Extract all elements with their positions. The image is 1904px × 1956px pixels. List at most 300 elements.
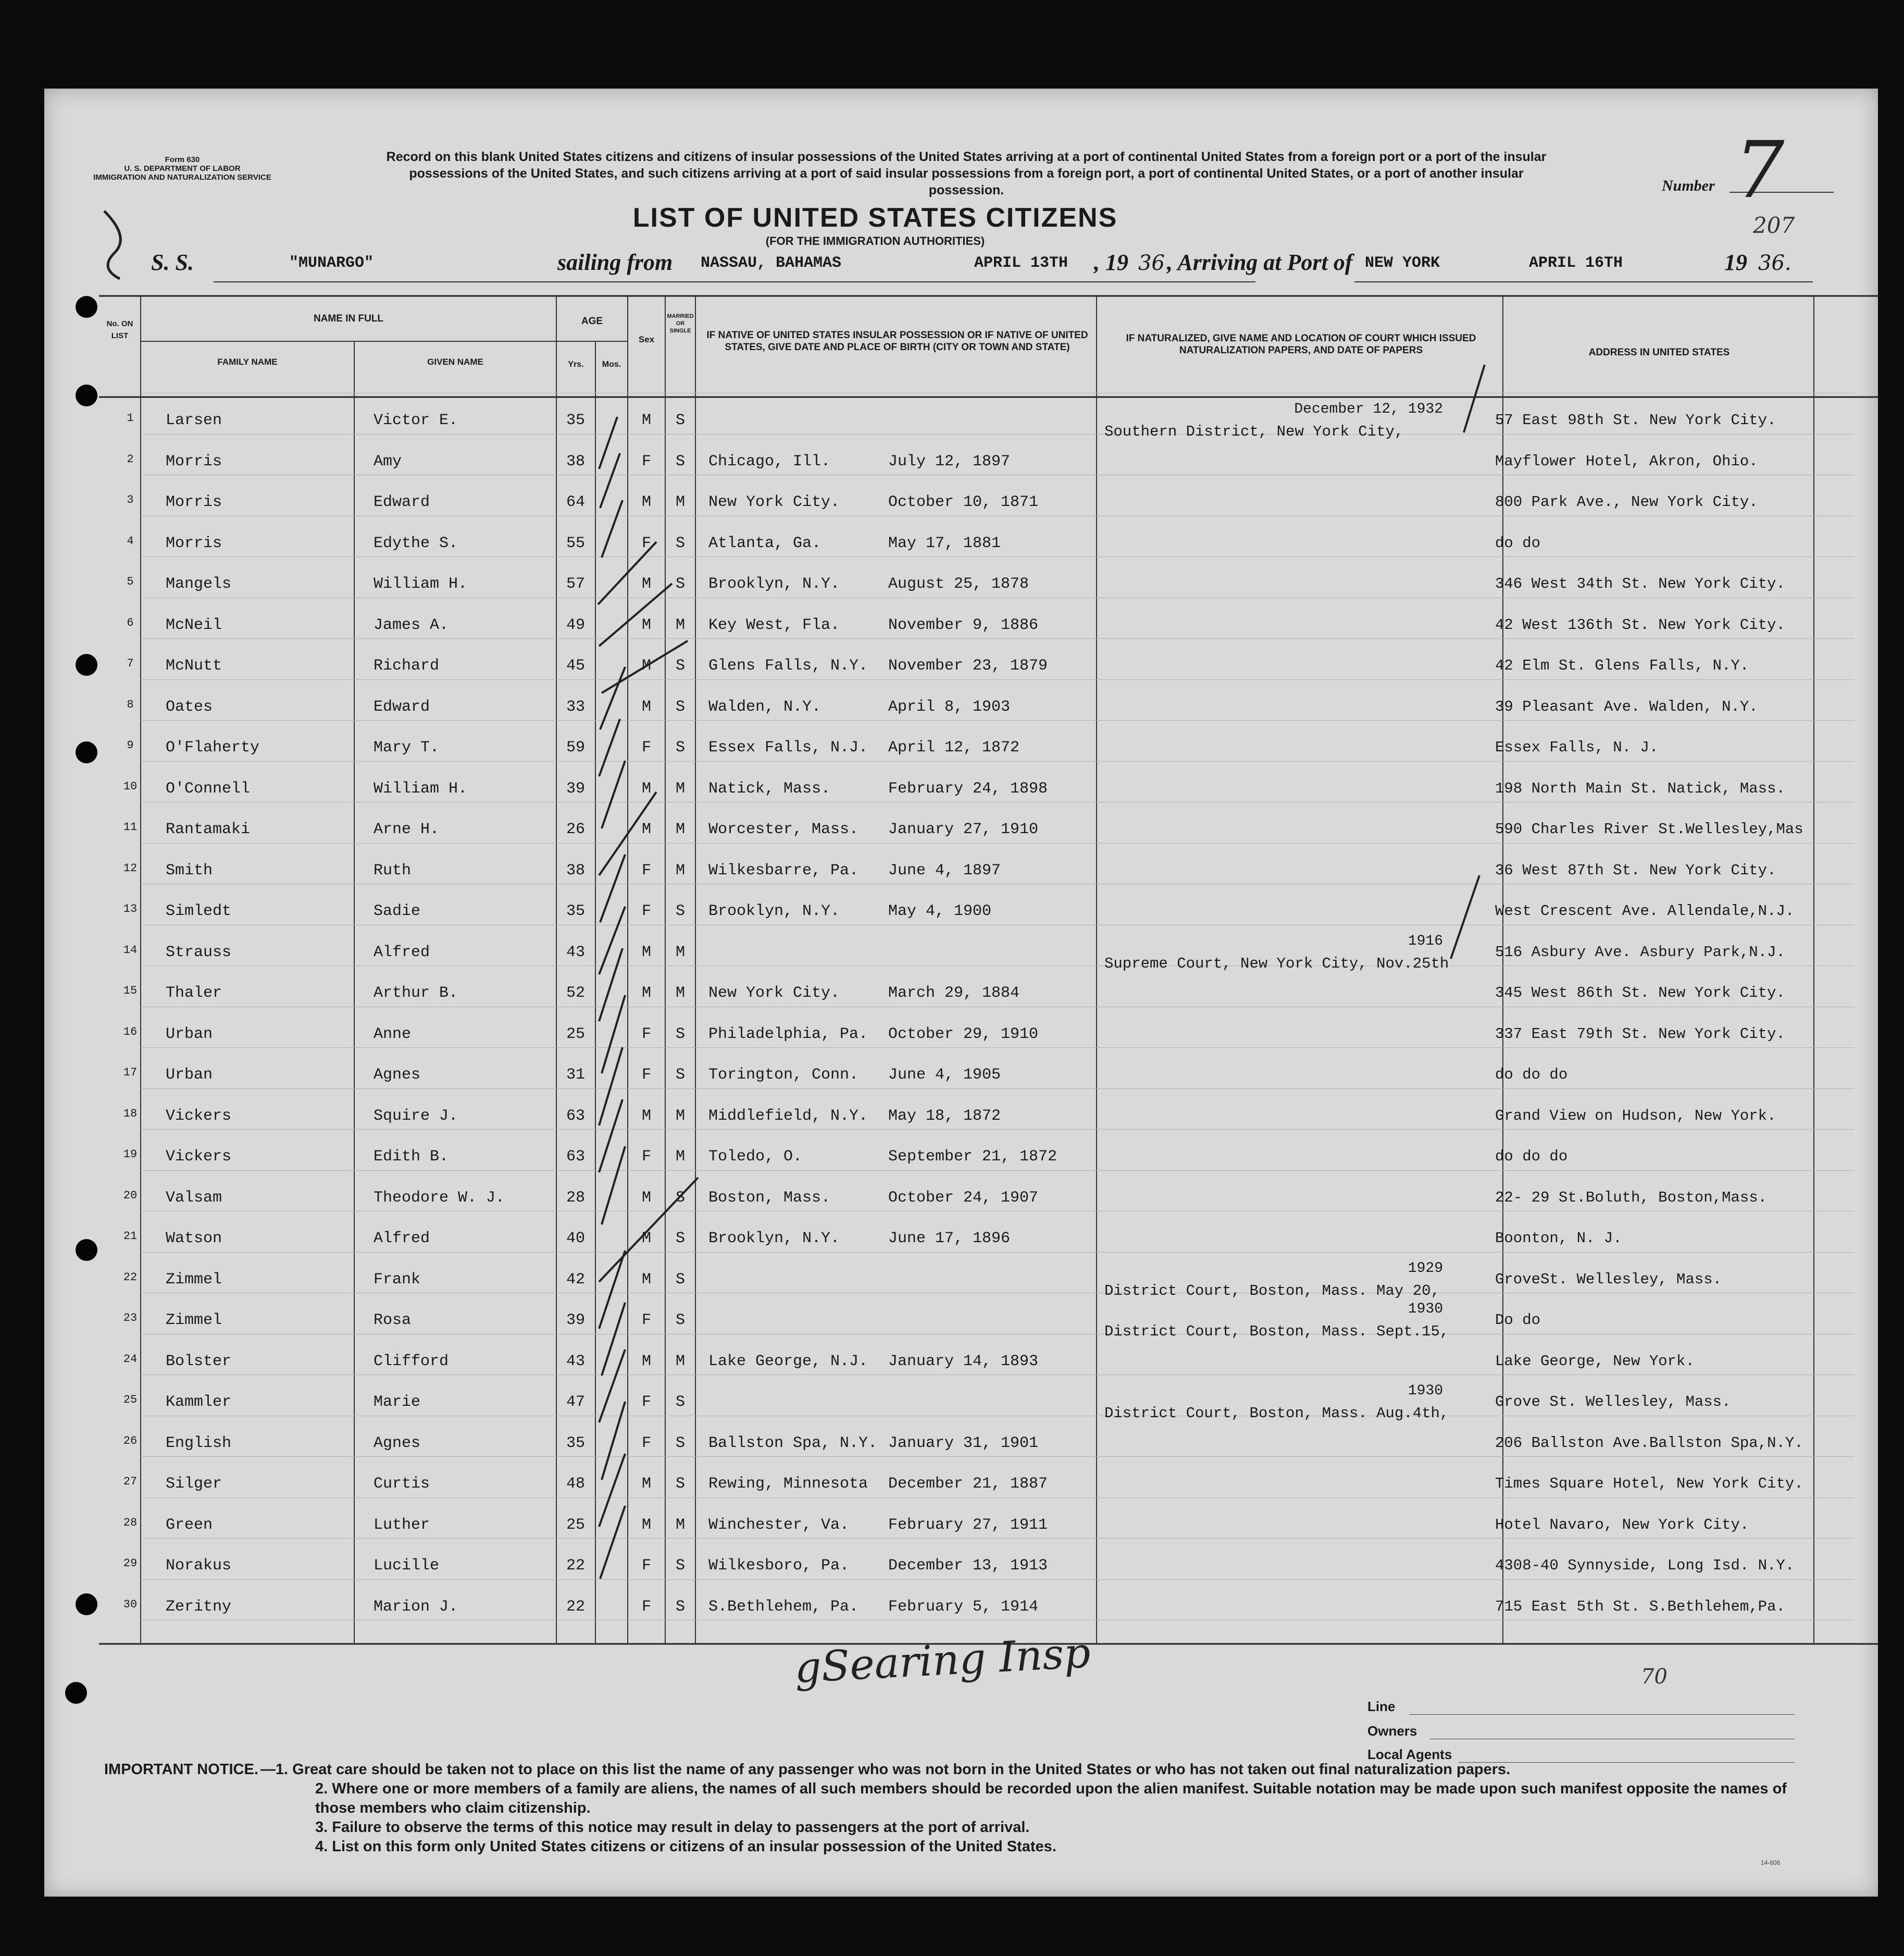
birth-date: August 25, 1878 [888, 575, 1029, 593]
service-name: IMMIGRATION AND NATURALIZATION SERVICE [93, 173, 271, 182]
row-number: 8 [127, 698, 134, 711]
given-name: Marion J. [374, 1598, 458, 1616]
sex: F [641, 1311, 651, 1329]
age-years: 64 [566, 493, 585, 511]
naturalization-year: 1930 [1408, 1301, 1443, 1317]
row-rule [141, 1456, 1855, 1457]
birth-date: February 27, 1911 [888, 1516, 1048, 1534]
departure-year-prefix: , 19 [1094, 250, 1128, 275]
age-years: 43 [566, 1352, 585, 1370]
family-name: Zimmel [166, 1270, 222, 1289]
address: 4308-40 Synnyside, Long Isd. N.Y. [1495, 1557, 1795, 1574]
header-family-name: FAMILY NAME [217, 357, 278, 367]
family-name: Mangels [166, 575, 232, 593]
birth-place: New York City. [708, 493, 840, 511]
notice-1: —1. Great care should be taken not to place on this list the name of any passenger who was not born in the United States or who has not taken out final naturalization papers. [260, 1761, 1511, 1778]
family-name: Vickers [166, 1107, 232, 1125]
birth-place: Boston, Mass. [708, 1189, 831, 1207]
age-check-marks [594, 396, 708, 1636]
sex: M [641, 1107, 651, 1125]
age-years: 28 [566, 1189, 585, 1207]
marital-status: S [675, 657, 685, 675]
marital-status: S [675, 534, 685, 552]
marital-status: M [675, 943, 685, 961]
row-rule [141, 434, 1855, 435]
row-rule [141, 1579, 1855, 1580]
birth-date: December 21, 1887 [888, 1475, 1048, 1493]
address: Grand View on Hudson, New York. [1495, 1107, 1776, 1124]
family-name: Simledt [166, 902, 232, 920]
departure-port: NASSAU, BAHAMAS [701, 254, 842, 272]
given-name: Edith B. [374, 1148, 449, 1166]
birth-place: Torington, Conn. [708, 1066, 859, 1084]
owners-label: Owners [1367, 1723, 1417, 1739]
sex: M [641, 575, 651, 593]
birth-place: Brooklyn, N.Y. [708, 902, 840, 920]
sex: F [641, 739, 651, 757]
row-number: 25 [123, 1393, 138, 1406]
header-months: Mos. [602, 360, 621, 369]
marital-status: S [675, 739, 685, 757]
address: 337 East 79th St. New York City. [1495, 1025, 1785, 1043]
line-field [1367, 1699, 1795, 1715]
age-years: 39 [566, 1311, 585, 1329]
age-years: 22 [566, 1598, 585, 1616]
family-name: McNutt [166, 657, 222, 675]
birth-place: Winchester, Va. [708, 1516, 850, 1534]
birth-place: Lake George, N.J. [708, 1352, 868, 1370]
family-name: Larsen [166, 412, 222, 429]
row-number: 18 [123, 1107, 138, 1120]
birth-date: October 24, 1907 [888, 1189, 1039, 1207]
important-notice [104, 1760, 1813, 1856]
marital-status: S [675, 575, 685, 593]
naturalization-year: December 12, 1932 [1294, 401, 1443, 417]
header-naturalization: IF NATURALIZED, GIVE NAME AND LOCATION OF COURT WHICH ISSUED NATURALIZATION PAPERS, AND DATE OF PAPERS [1126, 333, 1476, 356]
given-name: Arne H. [374, 821, 440, 838]
number-label: Number [1662, 177, 1715, 194]
age-years: 25 [566, 1516, 585, 1534]
birth-date: June 4, 1905 [888, 1066, 1001, 1084]
age-years: 38 [566, 452, 585, 471]
family-name: Urban [166, 1025, 213, 1043]
notice-title: IMPORTANT NOTICE. [104, 1761, 258, 1778]
age-years: 38 [566, 861, 585, 880]
notice-3: 3. Failure to observe the terms of this notice may result in delay to passengers at the port of arrival. [315, 1819, 1030, 1836]
age-years: 40 [566, 1230, 585, 1247]
address: 22- 29 St.Boluth, Boston,Mass. [1495, 1189, 1768, 1206]
row-number: 2 [127, 452, 134, 466]
naturalization-slash-marks [1407, 339, 1511, 964]
marital-status: S [675, 1230, 685, 1247]
birth-date: April 8, 1903 [888, 698, 1011, 716]
sex: M [641, 1352, 651, 1370]
birth-place: Brooklyn, N.Y. [708, 575, 840, 593]
given-name: Agnes [374, 1066, 421, 1084]
line-label: Line [1367, 1699, 1396, 1714]
notice-2: 2. Where one or more members of a family are aliens, the names of all such members should be recorded upon the alien manifest. Suitable notation may be made upon such manifest opposite the names of those members who claim citizenship. [315, 1780, 1787, 1816]
row-rule [141, 720, 1855, 721]
family-name: Thaler [166, 984, 222, 1002]
sex: F [641, 1393, 651, 1411]
marital-status: M [675, 616, 685, 634]
birth-place: S.Bethlehem, Pa. [708, 1598, 859, 1616]
row-number: 7 [127, 657, 134, 670]
birth-date: May 4, 1900 [888, 902, 992, 920]
given-name: James A. [374, 616, 449, 634]
address: 39 Pleasant Ave. Walden, N.Y. [1495, 698, 1758, 715]
family-name: Morris [166, 493, 222, 511]
birth-date: June 4, 1897 [888, 861, 1001, 880]
given-name: Anne [374, 1025, 412, 1043]
sex: M [641, 1475, 651, 1493]
row-number: 14 [123, 943, 138, 957]
given-name: Agnes [374, 1434, 421, 1452]
row-rule [141, 1170, 1855, 1171]
sex: M [641, 1189, 651, 1207]
naturalization-court: District Court, Boston, Mass. Aug.4th, [1104, 1405, 1449, 1422]
sex: M [641, 1516, 651, 1534]
family-name: O'Connell [166, 779, 251, 798]
header-given-name: GIVEN NAME [427, 357, 483, 367]
marital-status: S [675, 1557, 685, 1575]
birth-place: Glens Falls, N.Y. [708, 657, 868, 675]
address: do do [1495, 534, 1541, 552]
owners-field [1367, 1723, 1795, 1739]
sex: M [641, 943, 651, 961]
marital-status: S [675, 1189, 685, 1207]
marital-status: S [675, 698, 685, 716]
marital-status: M [675, 861, 685, 880]
list-number: 7 [1735, 125, 1785, 216]
row-number: 17 [123, 1066, 138, 1079]
age-years: 43 [566, 943, 585, 961]
birth-date: January 27, 1910 [888, 821, 1039, 838]
line-underline [1409, 1714, 1795, 1715]
header-age: AGE [581, 316, 603, 327]
birth-place: Ballston Spa, N.Y. [708, 1434, 878, 1452]
row-number: 27 [123, 1475, 138, 1488]
arrival-date: APRIL 16TH [1529, 254, 1623, 272]
marital-status: M [675, 493, 685, 511]
family-name: Silger [166, 1475, 222, 1493]
row-rule [141, 556, 1855, 557]
birth-date: May 18, 1872 [888, 1107, 1001, 1125]
address: 36 West 87th St. New York City. [1495, 861, 1776, 879]
given-name: Alfred [374, 1230, 430, 1247]
age-years: 55 [566, 534, 585, 552]
address: GroveSt. Wellesley, Mass. [1495, 1270, 1722, 1288]
marital-status: S [675, 1434, 685, 1452]
birth-date: May 17, 1881 [888, 534, 1001, 552]
given-name: Frank [374, 1270, 421, 1289]
age-years: 22 [566, 1557, 585, 1575]
given-name: Lucille [374, 1557, 440, 1575]
row-number: 20 [123, 1189, 138, 1202]
birth-date: December 13, 1913 [888, 1557, 1048, 1575]
sex: F [641, 861, 651, 880]
age-years: 35 [566, 1434, 585, 1452]
age-years: 33 [566, 698, 585, 716]
address: do do do [1495, 1148, 1568, 1165]
row-rule [141, 638, 1855, 639]
form-number: Form 630 [165, 155, 200, 164]
row-rule [141, 1129, 1855, 1130]
marital-status: M [675, 1148, 685, 1166]
ss-label: S. S. [151, 250, 194, 275]
header-sex: Sex [638, 335, 655, 344]
sex: F [641, 1148, 651, 1166]
birth-place: Wilkesboro, Pa. [708, 1557, 850, 1575]
local-agents-label: Local Agents [1367, 1747, 1452, 1762]
given-name: Amy [374, 452, 402, 471]
marital-status: M [675, 821, 685, 838]
row-number: 23 [123, 1311, 138, 1324]
address: 345 West 86th St. New York City. [1495, 984, 1785, 1001]
birth-date: January 31, 1901 [888, 1434, 1039, 1452]
form-code: 14-606 [1761, 1859, 1781, 1866]
row-number: 1 [127, 412, 134, 425]
header-years: Yrs. [568, 360, 584, 369]
birth-date: February 24, 1898 [888, 779, 1048, 798]
birth-date: March 29, 1884 [888, 984, 1020, 1002]
address: 715 East 5th St. S.Bethlehem,Pa. [1495, 1598, 1785, 1615]
row-number: 22 [123, 1270, 138, 1284]
birth-place: Middlefield, N.Y. [708, 1107, 868, 1125]
family-name: Watson [166, 1230, 222, 1247]
given-name: Edythe S. [374, 534, 458, 552]
family-name: Bolster [166, 1352, 232, 1370]
birth-place: Key West, Fla. [708, 616, 840, 634]
address: Mayflower Hotel, Akron, Ohio. [1495, 452, 1758, 470]
family-name: English [166, 1434, 232, 1452]
address: 590 Charles River St.Wellesley,Mas [1495, 821, 1803, 838]
given-name: Luther [374, 1516, 430, 1534]
family-name: Kammler [166, 1393, 232, 1411]
age-years: 63 [566, 1107, 585, 1125]
row-number: 3 [127, 493, 134, 506]
address: Hotel Navaro, New York City. [1495, 1516, 1749, 1533]
birth-date: January 14, 1893 [888, 1352, 1039, 1370]
marital-status: M [675, 984, 685, 1002]
given-name: Mary T. [374, 739, 440, 757]
list-number-note: 207 [1753, 213, 1795, 238]
age-years: 57 [566, 575, 585, 593]
given-name: Edward [374, 698, 430, 716]
header-name-in-full: NAME IN FULL [313, 313, 384, 324]
birth-place: Brooklyn, N.Y. [708, 1230, 840, 1247]
age-years: 25 [566, 1025, 585, 1043]
sex: F [641, 452, 651, 471]
naturalization-court: Southern District, New York City, [1104, 423, 1404, 440]
birth-place: Wilkesbarre, Pa. [708, 861, 859, 880]
family-name: Rantamaki [166, 821, 251, 838]
inspector-signature: gSearing Insp [793, 1628, 1092, 1692]
age-years: 39 [566, 779, 585, 798]
family-name: Morris [166, 534, 222, 552]
marital-status: S [675, 1311, 685, 1329]
naturalization-year: 1930 [1408, 1383, 1443, 1399]
address: 57 East 98th St. New York City. [1495, 412, 1776, 429]
row-rule [141, 761, 1855, 762]
birth-date: April 12, 1872 [888, 739, 1020, 757]
marital-status: S [675, 1270, 685, 1289]
birth-date: November 23, 1879 [888, 657, 1048, 675]
naturalization-year: 1929 [1408, 1260, 1443, 1277]
family-name: Oates [166, 698, 213, 716]
address: 516 Asbury Ave. Asbury Park,N.J. [1495, 943, 1785, 961]
birth-place: Natick, Mass. [708, 779, 831, 798]
row-rule [141, 1088, 1855, 1089]
address: Do do [1495, 1311, 1541, 1329]
family-name: Zimmel [166, 1311, 222, 1329]
sex: F [641, 534, 651, 552]
given-name: Ruth [374, 861, 412, 880]
address: 42 West 136th St. New York City. [1495, 616, 1785, 634]
marital-status: M [675, 779, 685, 798]
birth-place: Philadelphia, Pa. [708, 1025, 868, 1043]
naturalization-year: 1916 [1408, 933, 1443, 949]
family-name: Norakus [166, 1557, 232, 1575]
bottom-page-note: 70 [1641, 1665, 1667, 1689]
given-name: Arthur B. [374, 984, 458, 1002]
given-name: Sadie [374, 902, 421, 920]
address: 346 West 34th St. New York City. [1495, 575, 1785, 592]
sex: F [641, 1025, 651, 1043]
birth-place: New York City. [708, 984, 840, 1002]
sex: F [641, 1557, 651, 1575]
family-name: Green [166, 1516, 213, 1534]
given-name: Alfred [374, 943, 430, 961]
address: 42 Elm St. Glens Falls, N.Y. [1495, 657, 1749, 674]
row-number: 6 [127, 616, 134, 629]
row-number: 28 [123, 1516, 138, 1529]
arrival-year: 36. [1758, 251, 1791, 275]
row-rule [141, 1252, 1855, 1253]
birth-place: Walden, N.Y. [708, 698, 822, 716]
page-title: LIST OF UNITED STATES CITIZENS [632, 203, 1118, 233]
arriving-label: , Arriving at Port of [1167, 250, 1353, 275]
ship-name: "MUNARGO" [289, 254, 374, 272]
naturalization-court: Supreme Court, New York City, Nov.25th [1104, 955, 1449, 972]
row-number: 5 [127, 575, 134, 588]
departure-date: APRIL 13TH [974, 254, 1068, 272]
given-name: Richard [374, 657, 440, 675]
row-number: 15 [123, 984, 138, 997]
page-subtitle: (FOR THE IMMIGRATION AUTHORITIES) [765, 234, 985, 247]
age-years: 26 [566, 821, 585, 838]
age-years: 52 [566, 984, 585, 1002]
sex: F [641, 1598, 651, 1616]
header-birth-place-date: IF NATIVE OF UNITED STATES INSULAR POSSESSION OR IF NATIVE OF UNITED STATES, GIVE DATE AND PLACE OF BIRTH (CITY OR TOWN AND STATE) [706, 330, 1088, 353]
row-number: 21 [123, 1230, 138, 1243]
family-name: O'Flaherty [166, 739, 260, 757]
sex: M [641, 779, 651, 798]
family-name: Urban [166, 1066, 213, 1084]
age-years: 59 [566, 739, 585, 757]
age-years: 42 [566, 1270, 585, 1289]
given-name: Squire J. [374, 1107, 458, 1125]
given-name: William H. [374, 779, 468, 798]
age-years: 45 [566, 657, 585, 675]
sex: M [641, 616, 651, 634]
age-years: 49 [566, 616, 585, 634]
row-number: 13 [123, 902, 138, 915]
sex: M [641, 493, 651, 511]
marital-status: S [675, 1066, 685, 1084]
sailing-from-label: sailing from [557, 250, 673, 275]
family-name: Zeritny [166, 1598, 232, 1616]
marital-status: S [675, 1025, 685, 1043]
sex: M [641, 1230, 651, 1247]
address: Lake George, New York. [1495, 1352, 1695, 1370]
row-number: 24 [123, 1352, 138, 1366]
sex: M [641, 821, 651, 838]
age-years: 47 [566, 1393, 585, 1411]
marital-status: S [675, 412, 685, 429]
given-name: Theodore W. J. [374, 1189, 505, 1207]
birth-date: October 29, 1910 [888, 1025, 1039, 1043]
address: Boonton, N. J. [1495, 1230, 1622, 1247]
marital-status: S [675, 1598, 685, 1616]
family-name: Morris [166, 452, 222, 471]
sex: M [641, 984, 651, 1002]
given-name: William H. [374, 575, 468, 593]
address: Essex Falls, N. J. [1495, 739, 1659, 756]
family-name: Smith [166, 861, 213, 880]
birth-place: Toledo, O. [708, 1148, 803, 1166]
row-number: 12 [123, 861, 138, 875]
address: West Crescent Ave. Allendale,N.J. [1495, 902, 1795, 920]
row-number: 11 [123, 821, 138, 834]
row-rule [141, 1497, 1855, 1498]
given-name: Victor E. [374, 412, 458, 429]
address: 206 Ballston Ave.Ballston Spa,N.Y. [1495, 1434, 1803, 1452]
arrival-port: NEW YORK [1365, 254, 1440, 272]
sex: M [641, 412, 651, 429]
header-married-single: MARRIED OR SINGLE [667, 313, 694, 334]
marital-status: M [675, 1107, 685, 1125]
header-instructions: Record on this blank United States citizens and citizens of insular possessions of the United States arriving at a port of continental United States from a foreign port or a port of the insular possessions of the United States, and such citizens arriving at a port of said insular possessions from a foreign port, a port of continental United States, or a port of another insular possession. [386, 150, 1547, 197]
age-years: 31 [566, 1066, 585, 1084]
birth-place: Atlanta, Ga. [708, 534, 822, 552]
sex: M [641, 657, 651, 675]
row-number: 30 [123, 1598, 138, 1611]
department-name: U. S. DEPARTMENT OF LABOR [124, 164, 241, 173]
departure-year: 36 [1138, 251, 1165, 275]
family-name: Strauss [166, 943, 232, 961]
family-name: Vickers [166, 1148, 232, 1166]
sex: F [641, 902, 651, 920]
birth-place: Worcester, Mass. [708, 821, 859, 838]
birth-date: February 5, 1914 [888, 1598, 1039, 1616]
row-rule [141, 965, 1855, 966]
given-name: Marie [374, 1393, 421, 1411]
age-years: 63 [566, 1148, 585, 1166]
row-rule [141, 1047, 1855, 1048]
marital-status: S [675, 902, 685, 920]
given-name: Curtis [374, 1475, 430, 1493]
family-name: Valsam [166, 1189, 222, 1207]
birth-date: July 12, 1897 [888, 452, 1011, 471]
sex: M [641, 698, 651, 716]
sex: M [641, 1270, 651, 1289]
address: Grove St. Wellesley, Mass. [1495, 1393, 1731, 1410]
marital-status: S [675, 1475, 685, 1493]
birth-place: Essex Falls, N.J. [708, 739, 868, 757]
birth-place: Rewing, Minnesota [708, 1475, 868, 1493]
sex: F [641, 1066, 651, 1084]
